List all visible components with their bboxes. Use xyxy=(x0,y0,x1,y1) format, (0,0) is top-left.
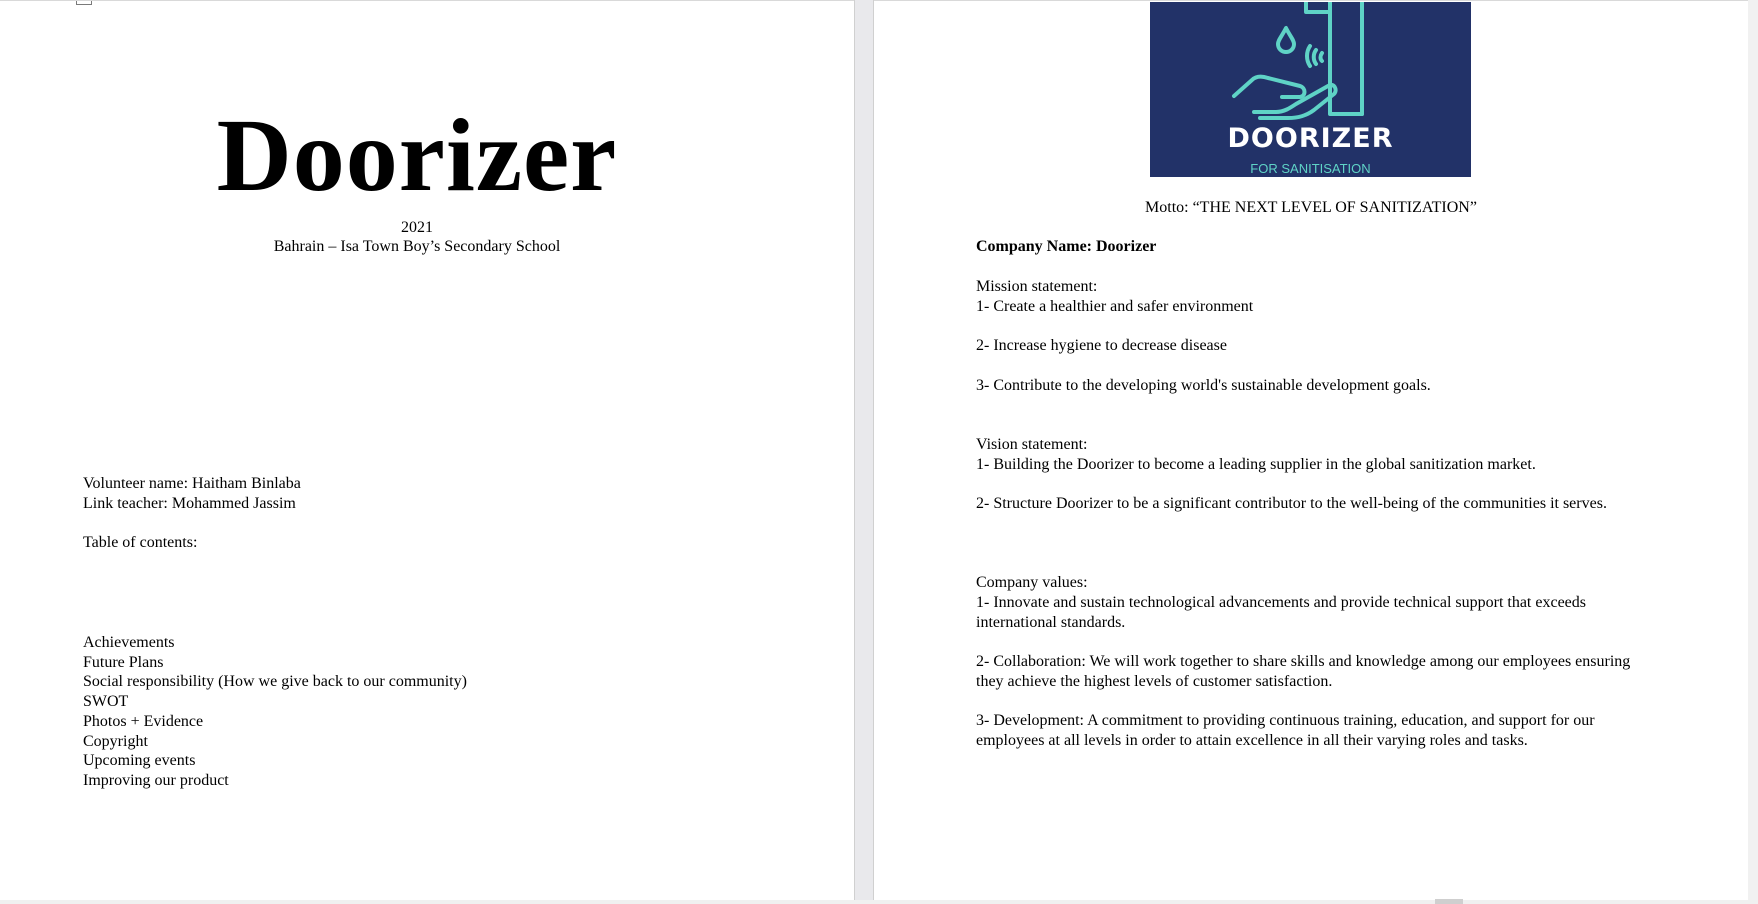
toc-item[interactable]: Achievements xyxy=(83,634,175,651)
company-name: Company Name: Doorizer xyxy=(976,238,1157,255)
vision-heading: Vision statement: xyxy=(976,436,1088,453)
document-title: Doorizer xyxy=(216,98,618,213)
logo-tagline: FOR SANITISATION xyxy=(1250,161,1371,176)
toc-item[interactable]: Copyright xyxy=(83,732,148,750)
toc-item[interactable]: Photos + Evidence xyxy=(83,712,204,730)
toc-list xyxy=(83,633,467,791)
vision-item: 2- Structure Doorizer to be a significant contributor to the well-being of the communities it serves. xyxy=(976,495,1607,512)
toc-heading: Table of contents: xyxy=(83,534,198,551)
page-corner-marker xyxy=(76,0,92,5)
values-item: 2- Collaboration: We will work together to share skills and knowledge among our employees ensuring they achieve the highest levels of customer satisfaction. xyxy=(976,653,1631,690)
horizontal-scrollbar-track[interactable] xyxy=(0,900,1758,904)
document-year: 2021 xyxy=(401,219,433,236)
mission-heading: Mission statement: xyxy=(976,278,1098,295)
vertical-scrollbar-track[interactable] xyxy=(1748,0,1758,904)
volunteer-name: Volunteer name: Haitham Binlaba xyxy=(83,475,301,492)
values-heading: Company values: xyxy=(976,574,1088,591)
mission-item: 3- Contribute to the developing world's sustainable development goals. xyxy=(976,377,1431,394)
toc-item[interactable]: Improving our product xyxy=(83,771,229,789)
document-page-left xyxy=(0,0,854,901)
toc-item[interactable]: SWOT xyxy=(83,693,129,711)
link-teacher: Link teacher: Mohammed Jassim xyxy=(83,495,296,512)
toc-item[interactable]: Upcoming events xyxy=(83,752,196,770)
values-item: 3- Development: A commitment to providing continuous training, education, and support for our employees at all levels in order to attain excellence in all their varying roles and tasks. xyxy=(976,712,1595,749)
logo-wordmark: DOORIZER xyxy=(1227,123,1394,154)
vision-item: 1- Building the Doorizer to become a leading supplier in the global sanitization market. xyxy=(976,456,1536,473)
mission-item: 2- Increase hygiene to decrease disease xyxy=(976,337,1227,354)
school-name: Bahrain – Isa Town Boy’s Secondary School xyxy=(273,238,561,255)
motto: Motto: “THE NEXT LEVEL OF SANITIZATION” xyxy=(1145,199,1477,216)
document-page-right xyxy=(874,0,1748,901)
toc-item[interactable]: Future Plans xyxy=(83,653,164,671)
toc-item[interactable]: Social responsibility (How we give back to our community) xyxy=(83,673,467,691)
mission-item: 1- Create a healthier and safer environment xyxy=(976,298,1254,315)
horizontal-scrollbar-thumb[interactable] xyxy=(1435,899,1463,904)
page-gutter xyxy=(854,0,874,904)
company-logo xyxy=(1150,2,1471,177)
values-item: 1- Innovate and sustain technological advancements and provide technical support that exceeds international standards. xyxy=(976,594,1587,631)
